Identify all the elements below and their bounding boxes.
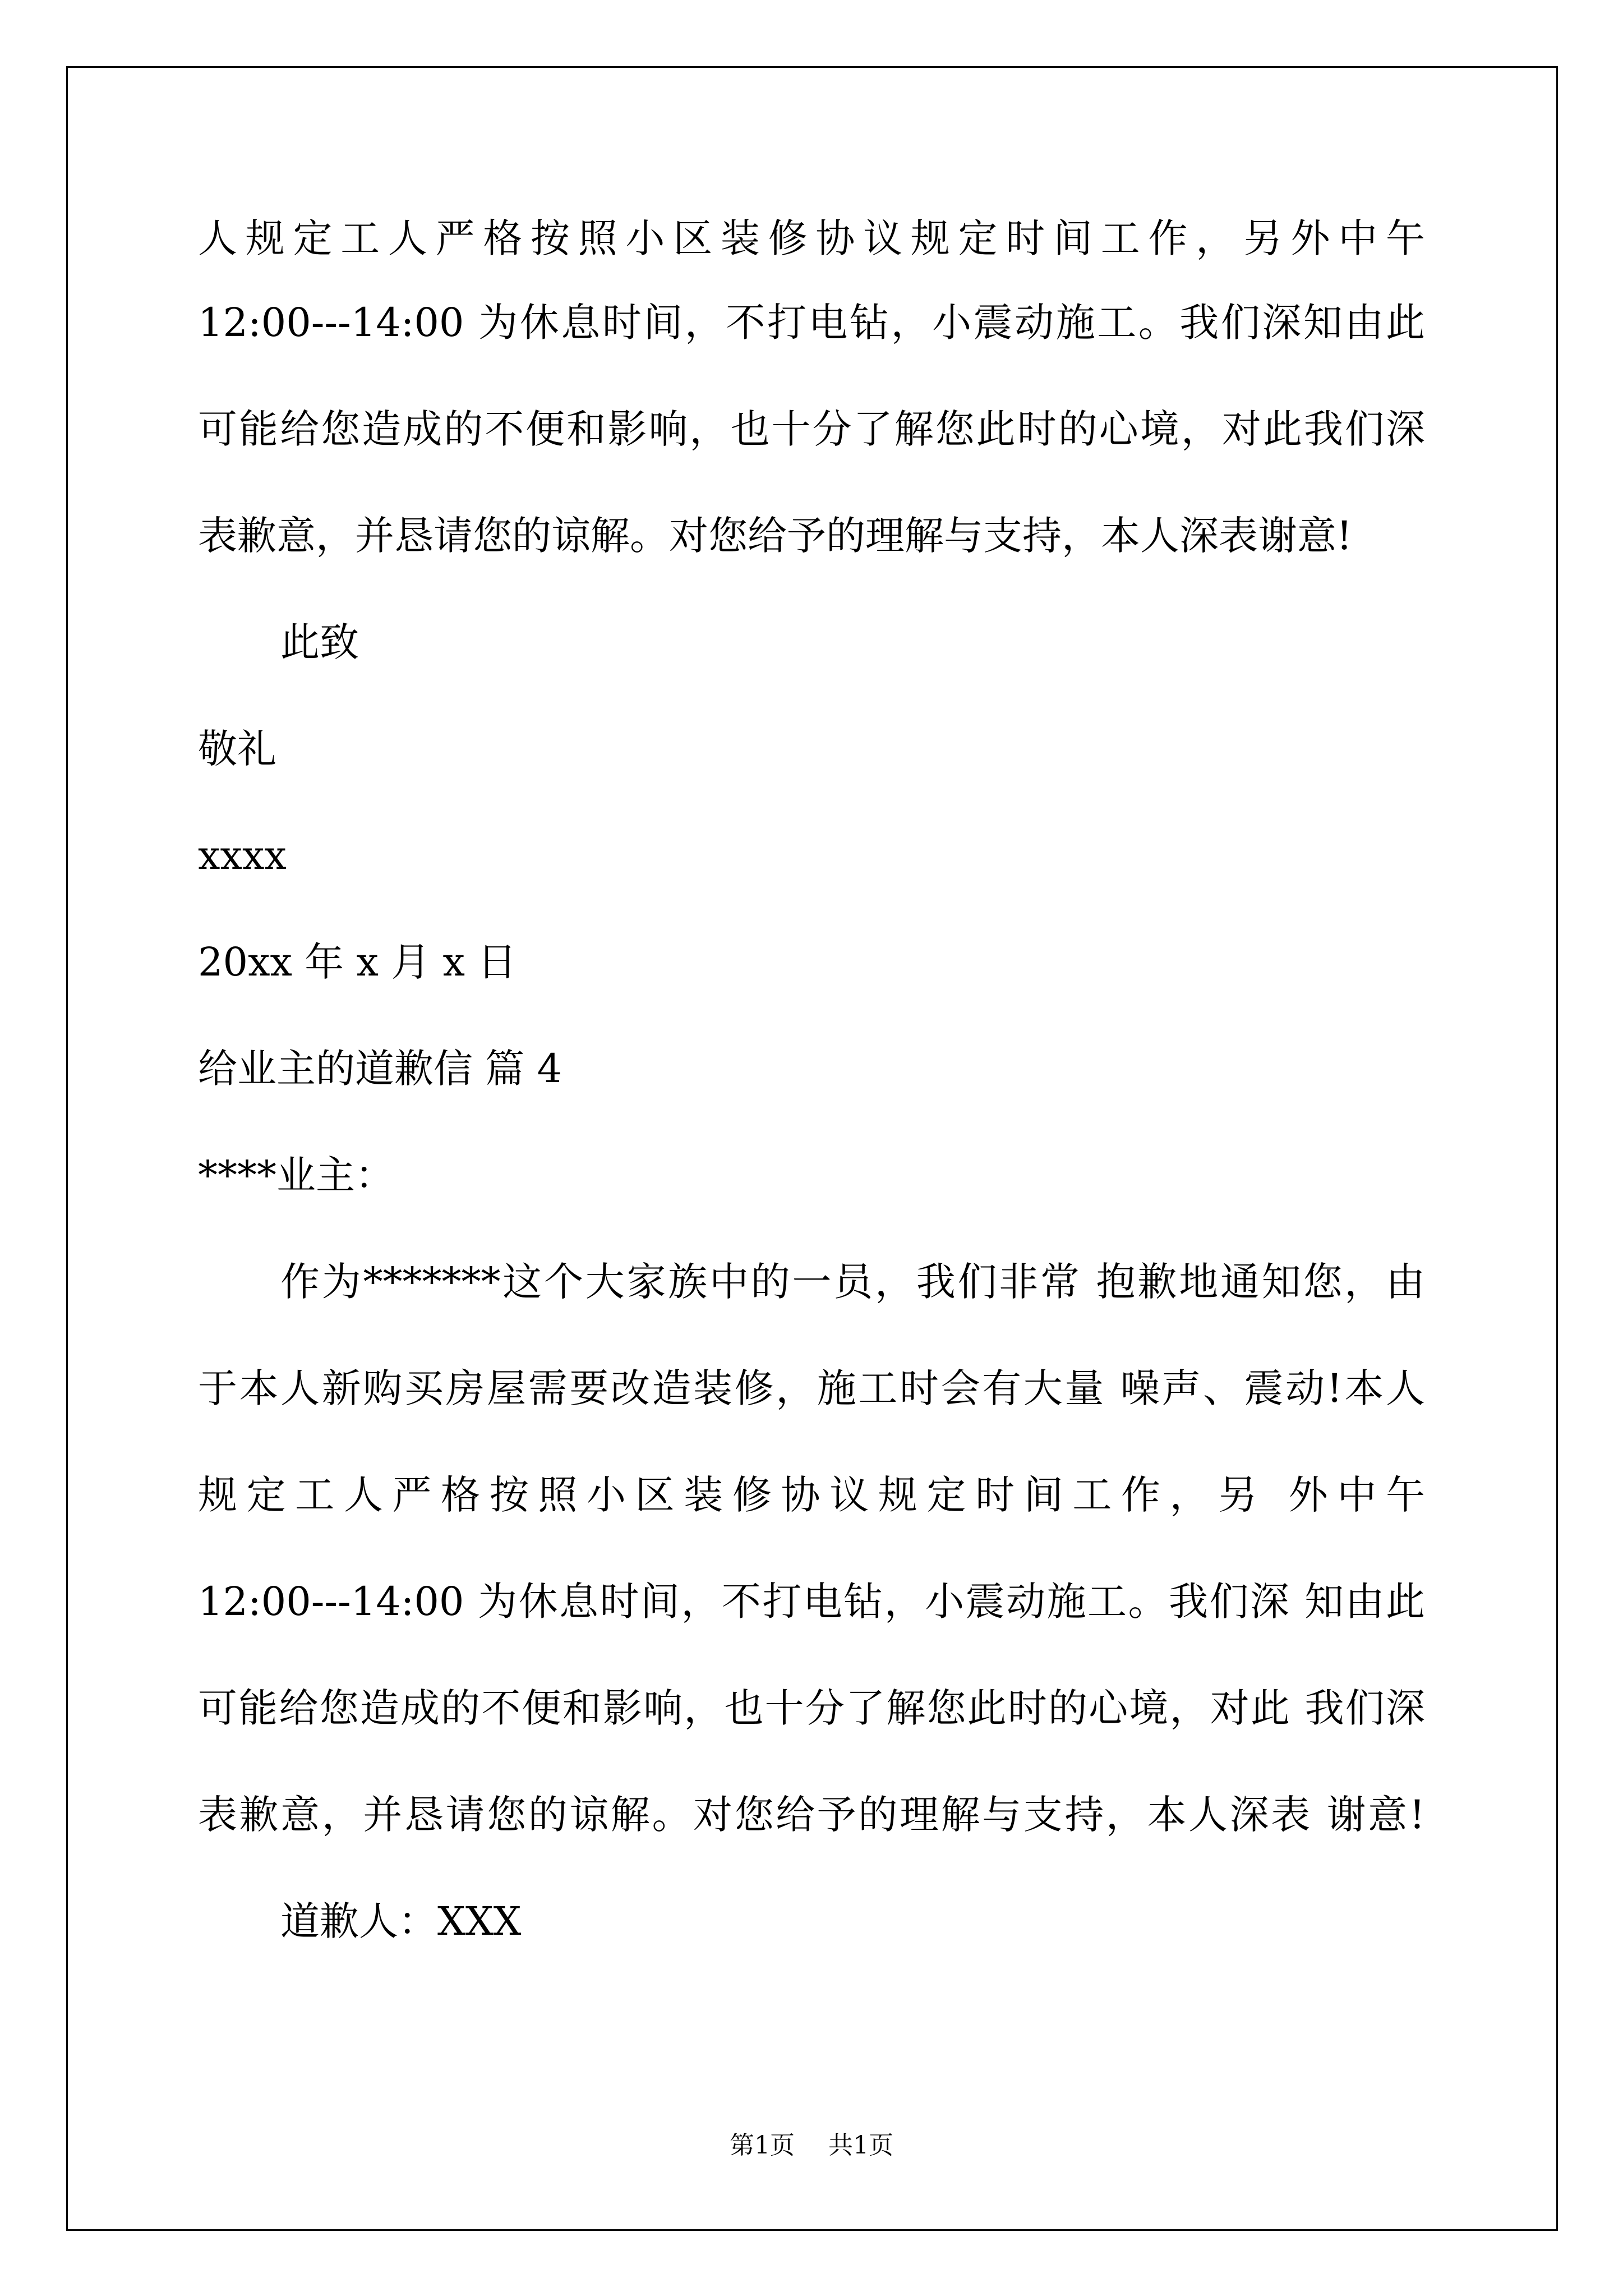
signature-line: 道歉人：XXX bbox=[280, 1898, 522, 1944]
body-line-4: 表歉意，并恳请您的谅解。对您给予的理解与支持，本人深表谢意! bbox=[198, 513, 1353, 559]
body-line-6: 于本人新购买房屋需要改造装修，施工时会有大量 噪声、震动!本人 bbox=[198, 1365, 1425, 1411]
body-line-7: 规定工人严格按照小区装修协议规定时间工作，另 外中午 bbox=[198, 1472, 1425, 1518]
closing-regards: 敬礼 bbox=[198, 726, 276, 772]
closing-salutation: 此致 bbox=[280, 619, 359, 665]
sender-name: xxxx bbox=[198, 832, 287, 878]
section-heading: 给业主的道歉信 篇 4 bbox=[198, 1046, 562, 1092]
body-line-3: 可能给您造成的不便和影响，也十分了解您此时的心境，对此我们深 bbox=[198, 406, 1425, 452]
page-total: 共1页 bbox=[828, 2131, 893, 2160]
body-line-8: 12:00---14:00 为休息时间，不打电钻，小震动施工。我们深 知由此 bbox=[198, 1579, 1425, 1625]
page-number: 第1页 bbox=[730, 2131, 795, 2160]
body-line-10: 表歉意，并恳请您的谅解。对您给予的理解与支持，本人深表 谢意! bbox=[198, 1792, 1425, 1838]
letter-date: 20xx 年 x 月 x 日 bbox=[198, 939, 517, 985]
body-line-2: 12:00---14:00 为休息时间，不打电钻，小震动施工。我们深知由此 bbox=[198, 300, 1425, 346]
body-line-1: 人规定工人严格按照小区装修协议规定时间工作，另外中午 bbox=[198, 215, 1425, 261]
letter-greeting: ****业主： bbox=[198, 1152, 394, 1198]
page-footer bbox=[0, 2129, 1623, 2162]
body-line-9: 可能给您造成的不便和影响，也十分了解您此时的心境，对此 我们深 bbox=[198, 1685, 1425, 1731]
body-line-5: 作为*******这个大家族中的一员，我们非常 抱歉地通知您，由 bbox=[280, 1259, 1425, 1305]
